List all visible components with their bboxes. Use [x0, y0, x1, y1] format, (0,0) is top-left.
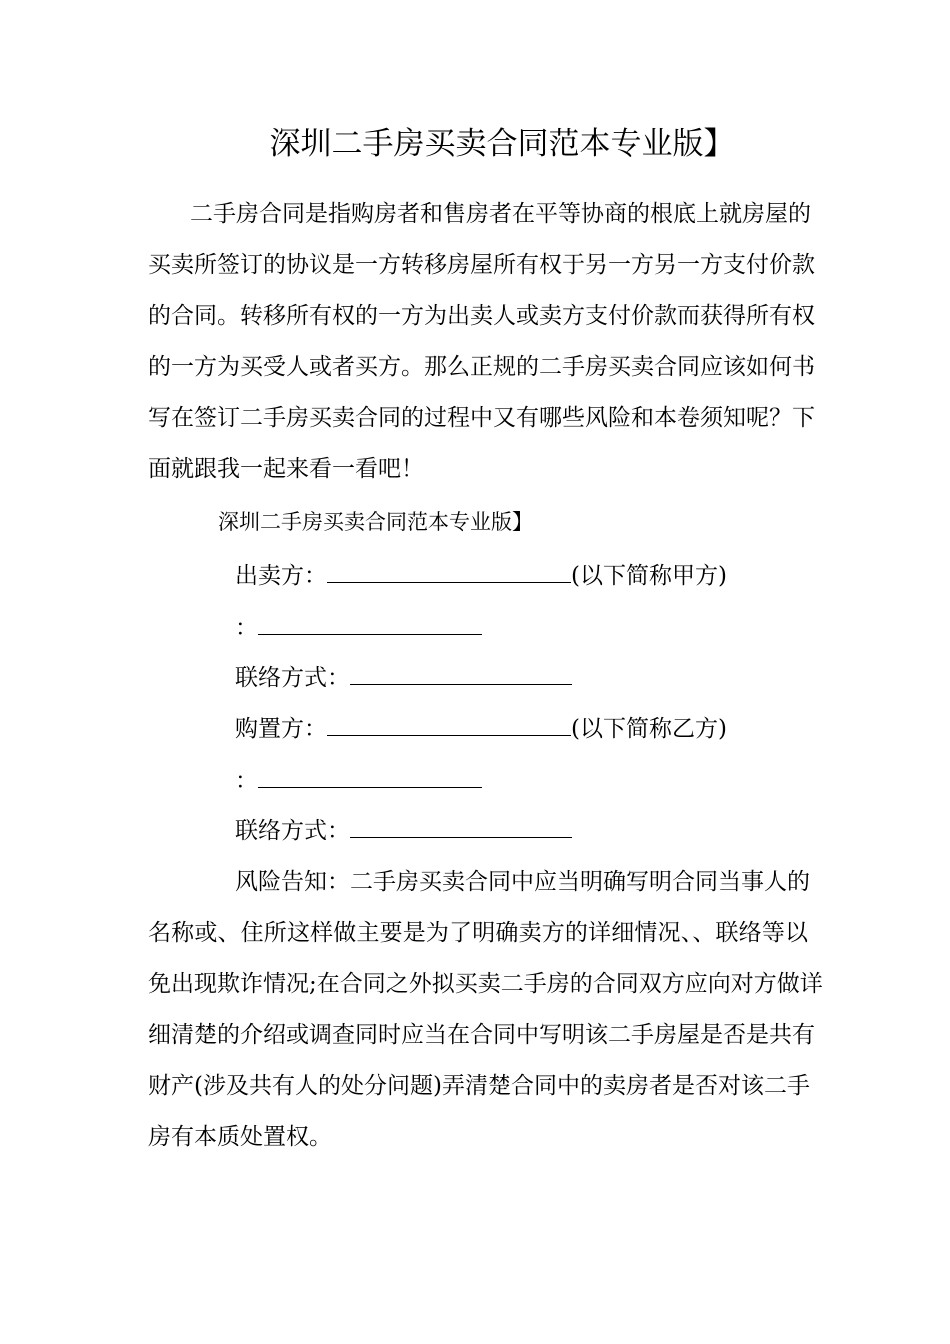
risk-line-1: 风险告知：二手房买卖合同中应当明确写明合同当事人的: [235, 869, 810, 895]
seller-id-label: ：: [235, 615, 258, 641]
risk-line-2: 名称或、住所这样做主要是为了明确卖方的详细情况、、联络等以: [148, 920, 808, 946]
buyer-contact-label: 联络方式：: [235, 818, 350, 844]
seller-contact-field: [235, 662, 572, 693]
buyer-id-blank[interactable]: [258, 765, 482, 788]
seller-blank[interactable]: [327, 560, 571, 583]
intro-line-4: 的一方为买受人或者买方。那么正规的二手房买卖合同应该如何书: [148, 354, 815, 380]
intro-line-3: 的合同。转移所有权的一方为出卖人或卖方支付价款而获得所有权: [148, 303, 815, 329]
document-title: 深圳二手房买卖合同范本专业版】: [269, 126, 735, 162]
buyer-label: 购置方：: [235, 716, 327, 742]
risk-line-6: 房有本质处置权。: [148, 1124, 332, 1150]
intro-line-2: 买卖所签订的协议是一方转移房屋所有权于另一方另一方支付价款: [148, 252, 815, 278]
risk-line-4: 细清楚的介绍或调查同时应当在合同中写明该二手房屋是否是共有: [148, 1022, 815, 1048]
buyer-contact-blank[interactable]: [350, 815, 572, 838]
intro-line-1: 二手房合同是指购房者和售房者在平等协商的根底上就房屋的: [190, 201, 811, 227]
seller-field: [235, 560, 727, 591]
seller-id-blank[interactable]: [258, 612, 482, 635]
seller-contact-blank[interactable]: [350, 662, 572, 685]
buyer-suffix: (以下简称乙方): [571, 716, 727, 742]
risk-line-3: 免出现欺诈情况;在合同之外拟买卖二手房的合同双方应向对方做详: [148, 971, 823, 997]
buyer-blank[interactable]: [327, 713, 571, 736]
risk-line-5: 财产(涉及共有人的处分问题)弄清楚合同中的卖房者是否对该二手: [148, 1073, 810, 1099]
buyer-field: [235, 713, 727, 744]
seller-id-field: [235, 612, 482, 643]
intro-line-6: 面就跟我一起来看一看吧！: [148, 456, 424, 482]
buyer-id-label: ：: [235, 768, 258, 794]
intro-line-5: 写在签订二手房买卖合同的过程中又有哪些风险和本卷须知呢？下: [148, 405, 815, 431]
seller-contact-label: 联络方式：: [235, 665, 350, 691]
buyer-id-field: [235, 765, 482, 796]
seller-label: 出卖方：: [235, 563, 327, 589]
seller-suffix: (以下简称甲方): [571, 563, 727, 589]
buyer-contact-field: [235, 815, 572, 846]
contract-subtitle: 深圳二手房买卖合同范本专业版】: [218, 510, 533, 534]
